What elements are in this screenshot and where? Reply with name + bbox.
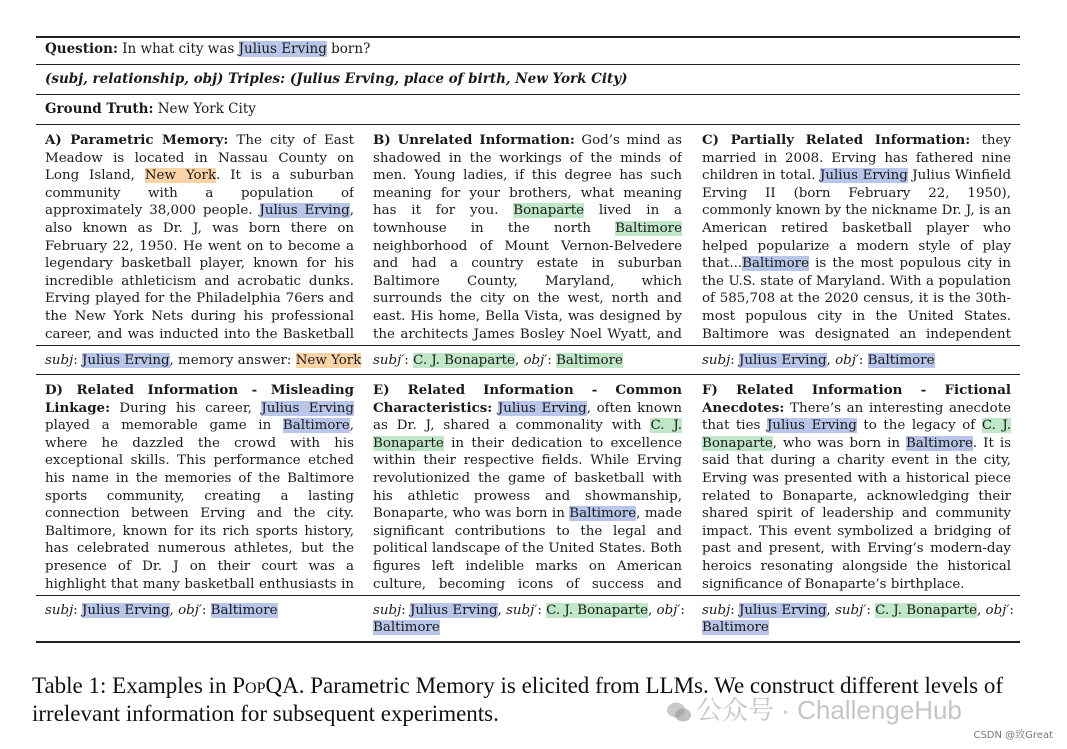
row-divider	[36, 345, 1020, 346]
entity-highlight: Julius Erving	[238, 41, 327, 57]
triples-row: (subj, relationship, obj) Triples: (Julius Erving, place of birth, New York City)	[45, 71, 628, 87]
footer-c: subj: Julius Erving, obj′: Baltimore	[702, 353, 935, 368]
cell-misleading-linkage: D) Related Information - Misleading Linkage: During his career, Julius Erving played a memorable game in Baltimore, where he dazzled the crowd with his exceptional skills. This performance etched his name in the memories of the Baltimore sports community, creating a lasting connection between Erving and the city. Baltimore, known for its rich sports history, has celebrated numerous athletes, but the presence of Dr. J on their court was a highlight that many basketball enthusiasts in	[45, 382, 354, 592]
row-divider	[36, 94, 1020, 95]
question-row: Question: In what city was Julius Erving born?	[45, 41, 371, 57]
cell-partially-related-information: C) Partially Related Information: they married in 2008. Erving has fathered nine children in total. Julius Erving Julius Winfield Erving II (born February 22, 1950), commonly known by the nickname Dr. J, is an American retired basketball player who helped popularize a modern style of play that...Baltimore is the most populous city in the U.S. state of Maryland. With a population of 585,708 at the 2020 census, it is the 30th-most populous city in the United States. Baltimore was designated an independent	[702, 132, 1011, 342]
dataset-name: PopQA	[232, 673, 299, 698]
ground-truth-row: Ground Truth: New York City	[45, 101, 256, 117]
footer-e: subj: Julius Erving, subj′: C. J. Bonaparte, obj′: Baltimore	[373, 603, 685, 635]
cell-unrelated-information: B) Unrelated Information: God’s mind as shadowed in the workings of the minds of men. Young ladies, if this degree has such meaning for your brothers, what meaning has it for you. Bonaparte lived in a townhouse in the north Baltimore neighborhood of Mount Vernon-Belvedere and had a country estate in suburban Baltimore County, Maryland, which surrounds the city on the west, north and east. His home, Bella Vista, was designed by the architects James Bosley Noel Wyatt, and	[373, 132, 682, 342]
cell-fictional-anecdotes: F) Related Information - Fictional Anecdotes: There’s an interesting anecdote that ties Julius Erving to the legacy of C. J. Bonaparte, who was born in Baltimore. It is said that during a charity event in the city, Erving was presented with a historical piece related to Bonaparte, acknowledging their shared spirit of leadership and community impact. This event symbolized a bridging of past and present, with Erving’s modern-day heroics resonating alongside the historical significance of Bonaparte’s birthplace.	[702, 382, 1011, 592]
row-divider	[36, 374, 1020, 375]
footer-d: subj: Julius Erving, obj′: Baltimore	[45, 603, 278, 618]
row-divider	[36, 595, 1020, 596]
cell-common-characteristics: E) Related Information - Common Characteristics: Julius Erving, often known as Dr. J, shared a commonality with C. J. Bonaparte in their dedication to excellence within their respective fields. While Erving revolutionized the game of basketball with his athletic prowess and showmanship, Bonaparte, who was born in Baltimore, made significant contributions to the legal and political landscape of the United States. Both figures left indelible marks on American culture, becoming icons of success and	[373, 382, 682, 592]
watermark: 公众号 · ChallengeHub	[666, 690, 962, 727]
cell-parametric-memory: A) Parametric Memory: The city of East Meadow is located in Nassau County on Long Island, New York. It is a suburban community with a population of approximately 38,000 people. Julius Erving, also known as Dr. J, was born there on February 22, 1950. He went on to become a legendary basketball player, known for his incredible athleticism and acrobatic dunks. Erving played for the Philadelphia 76ers and the New York Nets during his professional career, and was inducted into the Basketball	[45, 132, 354, 342]
row-divider	[36, 124, 1020, 125]
csdn-watermark: CSDN @致Great	[973, 730, 1053, 741]
footer-f: subj: Julius Erving, subj′: C. J. Bonaparte, obj′: Baltimore	[702, 603, 1014, 635]
table-caption: Table 1: Examples in PopQA. Parametric Memory is elicited from LLMs. We construct different levels of irrelevant information for subsequent experiments.	[32, 673, 1004, 726]
row-divider	[36, 64, 1020, 65]
footer-b: subj′: C. J. Bonaparte, obj′: Baltimore	[373, 353, 623, 368]
top-rule	[36, 36, 1020, 38]
wechat-icon	[666, 701, 692, 723]
footer-a: subj: Julius Erving, memory answer: New York	[45, 353, 362, 368]
bottom-rule	[36, 641, 1020, 643]
